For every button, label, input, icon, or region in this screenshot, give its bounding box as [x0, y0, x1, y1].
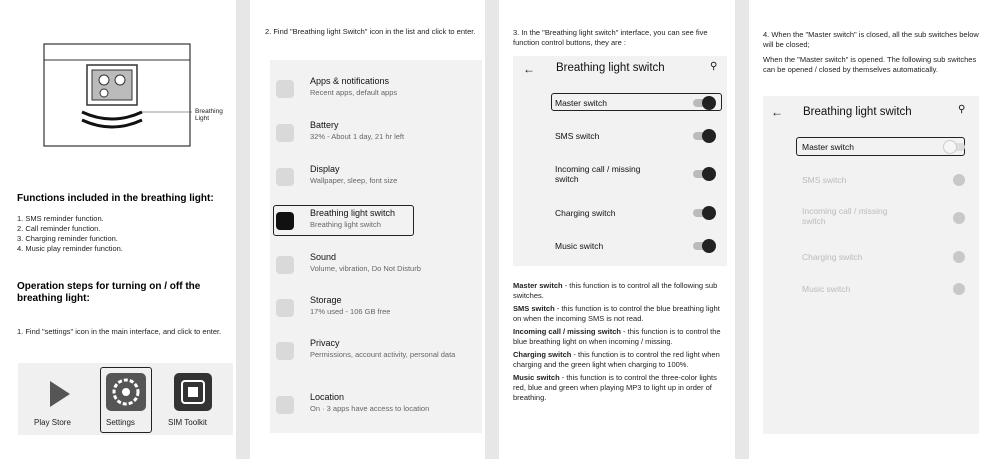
breathing-screen: [513, 56, 727, 266]
desc-item: SMS switch - this function is to control the blue breathing light on when the incoming SMS is not read.: [513, 304, 720, 323]
call-switch-label: Incoming call / missing switch: [555, 164, 641, 184]
step4b-text: When the "Master switch" is opened. The following sub switches can be opened / closed by themselves automatically.: [763, 55, 977, 74]
master-switch-label: Master switch: [555, 98, 607, 108]
storage-icon: [276, 299, 294, 317]
battery-icon: [276, 124, 294, 142]
list-item[interactable]: Location On · 3 apps have access to location: [270, 392, 482, 424]
function-list: [17, 214, 123, 254]
functions-title: Functions included in the breathing light:: [17, 193, 214, 204]
call-switch-toggle[interactable]: [693, 170, 713, 178]
list-item[interactable]: Sound Volume, vibration, Do Not Disturb: [270, 252, 482, 284]
step2-text: 2. Find "Breathing light Switch" icon in the list and click to enter.: [265, 27, 476, 36]
page-gutter: [485, 0, 499, 459]
location-icon: [276, 396, 294, 414]
list-item: 1. SMS reminder function.: [17, 214, 104, 223]
ops-title: Operation steps for turning on / off the breathing light:: [17, 281, 201, 304]
page-4: [749, 0, 1000, 459]
master-switch-toggle[interactable]: [945, 143, 965, 151]
list-item[interactable]: Storage 17% used - 106 GB free: [270, 295, 482, 327]
charging-switch-toggle[interactable]: [953, 251, 965, 263]
search-icon[interactable]: ⚲: [710, 61, 718, 72]
breathing-light-label: Breathing Light: [195, 108, 223, 122]
step1-text: 1. Find "settings" icon in the main interface, and click to enter.: [17, 327, 222, 336]
music-switch-label: Music switch: [802, 284, 851, 294]
desc-item: Master switch - this function is to control all the following sub switches.: [513, 281, 718, 300]
page-2: [250, 0, 485, 459]
call-switch-toggle[interactable]: [953, 212, 965, 224]
step3-text: 3. In the "Breathing light switch" interface, you can see five function control buttons, they are :: [513, 28, 708, 47]
display-icon: [276, 168, 294, 186]
charging-switch-label: Charging switch: [802, 252, 863, 262]
phone-illustration: [42, 40, 192, 150]
desc-item: Incoming call / missing switch - this function is to control the blue breathing light on when incoming / missing.: [513, 327, 721, 346]
list-item[interactable]: Display Wallpaper, sleep, font size: [270, 164, 482, 196]
desc-item: Charging switch - this function is to control the red light when charging and the green light when charging to 100%.: [513, 350, 720, 369]
apps-icon: [276, 80, 294, 98]
list-item[interactable]: Breathing light switch Breathing light switch: [270, 208, 482, 240]
master-switch-label: Master switch: [802, 142, 854, 152]
app-label: SIM Toolkit: [168, 418, 207, 427]
play-store-icon[interactable]: [38, 377, 76, 411]
sound-icon: [276, 256, 294, 274]
app-label: Settings: [106, 418, 135, 427]
page-1: [0, 0, 236, 459]
settings-list-screen: [270, 60, 482, 433]
breathing-light-icon: [276, 212, 294, 230]
list-item[interactable]: Apps & notifications Recent apps, default apps: [270, 76, 482, 108]
app-label: Play Store: [34, 418, 71, 427]
call-switch-label: Incoming call / missing switch: [802, 206, 888, 226]
page-gutter: [236, 0, 250, 459]
list-item: 2. Call reminder function.: [17, 224, 101, 233]
page-gutter: [735, 0, 749, 459]
charging-switch-toggle[interactable]: [693, 209, 713, 217]
list-item: 4. Music play reminder function.: [17, 244, 123, 253]
sms-switch-label: SMS switch: [555, 131, 600, 141]
back-arrow-icon[interactable]: ←: [523, 62, 535, 76]
list-item: 3. Charging reminder function.: [17, 234, 118, 243]
app-strip: [18, 363, 233, 435]
master-switch-toggle[interactable]: [693, 99, 713, 107]
sim-toolkit-icon[interactable]: [174, 373, 212, 411]
search-icon[interactable]: ⚲: [958, 104, 966, 115]
back-arrow-icon[interactable]: ←: [771, 105, 783, 119]
list-item[interactable]: Privacy Permissions, account activity, personal data: [270, 338, 482, 378]
switch-descriptions: [513, 281, 728, 403]
screen-title: Breathing light switch: [803, 106, 912, 118]
page-3: [499, 0, 735, 459]
music-switch-toggle[interactable]: [693, 242, 713, 250]
privacy-icon: [276, 342, 294, 360]
sms-switch-label: SMS switch: [802, 175, 847, 185]
screen-title: Breathing light switch: [556, 62, 665, 74]
desc-item: Music switch - this function is to control the three-color lights red, blue and green when playing MP3 to light up in order of breathing.: [513, 373, 717, 402]
settings-icon[interactable]: [106, 373, 146, 411]
music-switch-toggle[interactable]: [953, 283, 965, 295]
sms-switch-toggle[interactable]: [693, 132, 713, 140]
step4a-text: 4. When the "Master switch" is closed, all the sub switches below will be closed;: [763, 30, 979, 49]
music-switch-label: Music switch: [555, 241, 604, 251]
list-item[interactable]: Battery 32% - About 1 day, 21 hr left: [270, 120, 482, 152]
charging-switch-label: Charging switch: [555, 208, 616, 218]
breathing-screen-off: [763, 96, 979, 434]
sms-switch-toggle[interactable]: [953, 174, 965, 186]
